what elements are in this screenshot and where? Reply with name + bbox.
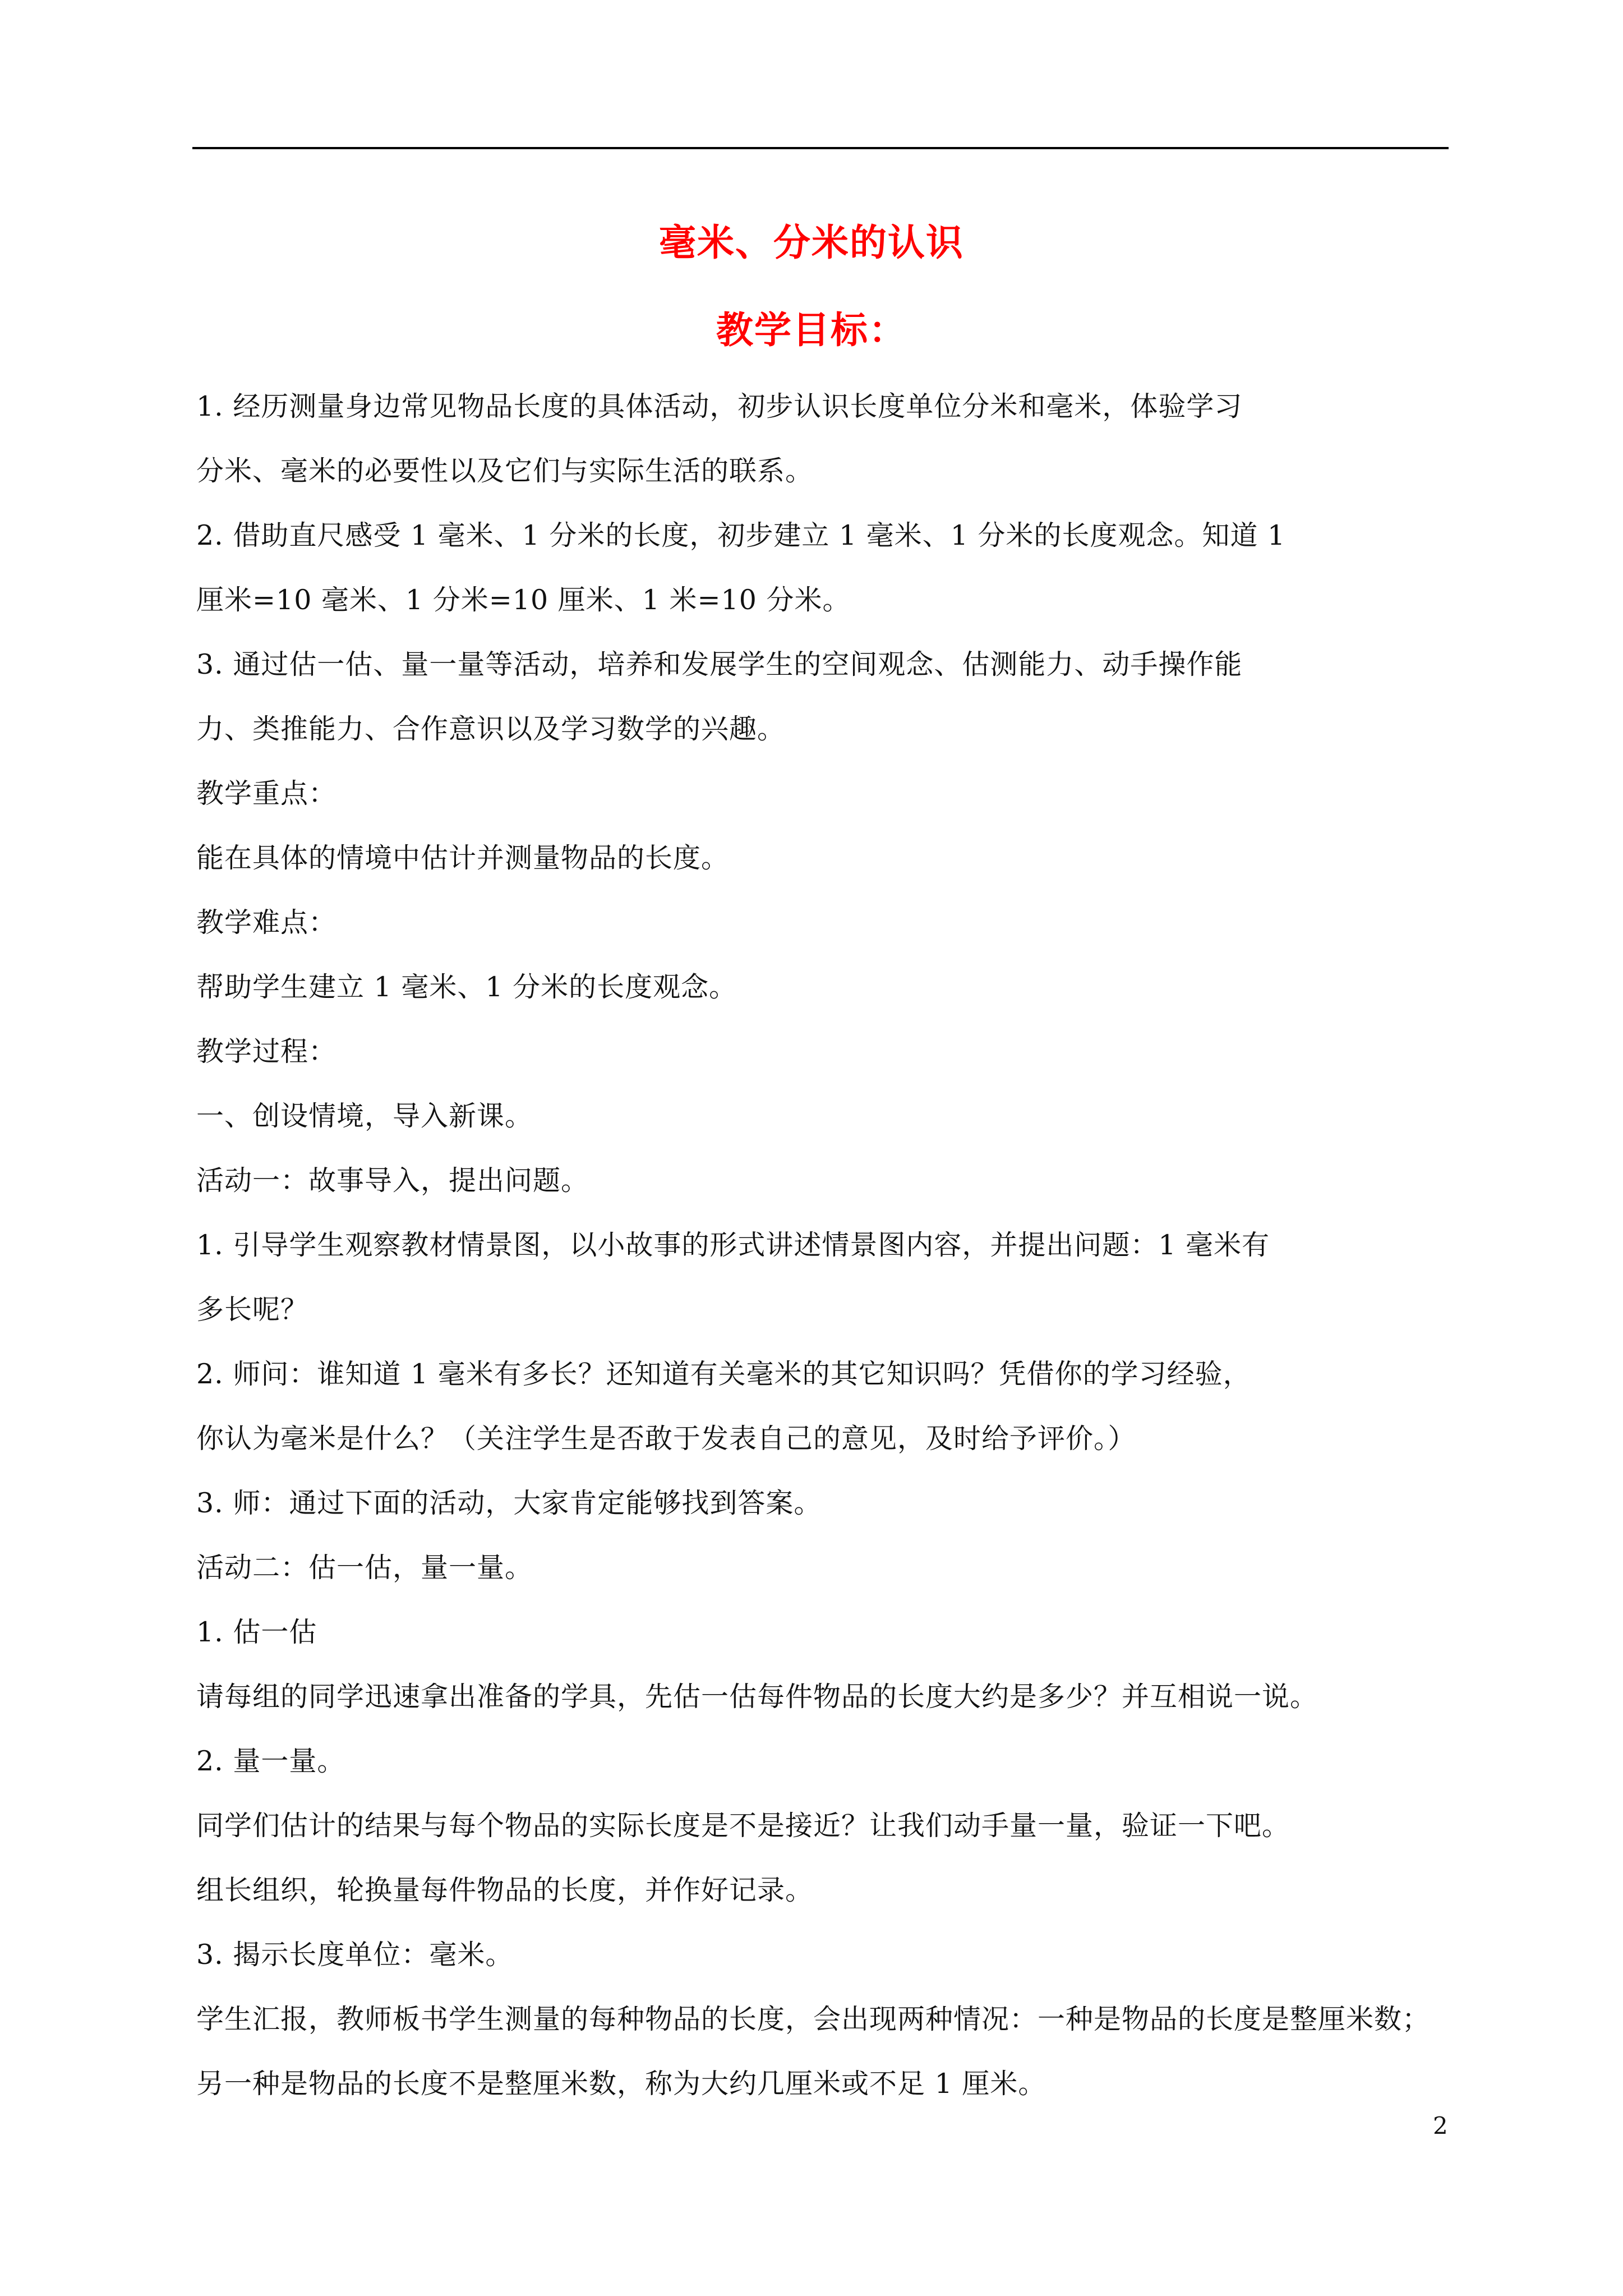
body-line: 多长呢？ — [196, 1294, 309, 1326]
body-line: 活动二：估一估，量一量。 — [196, 1552, 533, 1584]
body-line: 一、创设情境，导入新课。 — [196, 1100, 533, 1132]
body-line: 2. 量一量。 — [196, 1745, 345, 1777]
body-line: 2. 师问：谁知道 1 毫米有多长？还知道有关毫米的其它知识吗？凭借你的学习经验， — [196, 1358, 1251, 1390]
body-line: 3. 师：通过下面的活动，大家肯定能够找到答案。 — [196, 1487, 822, 1519]
body-line: 1. 经历测量身边常见物品长度的具体活动，初步认识长度单位分米和毫米，体验学习 — [196, 390, 1243, 422]
body-line: 教学难点： — [196, 907, 337, 938]
header-rule — [192, 147, 1449, 149]
body-line: 另一种是物品的长度不是整厘米数，称为大约几厘米或不足 1 厘米。 — [196, 2068, 1046, 2100]
body-line: 力、类推能力、合作意识以及学习数学的兴趣。 — [196, 713, 786, 745]
body-line: 分米、毫米的必要性以及它们与实际生活的联系。 — [196, 455, 814, 487]
page-number: 2 — [1433, 2112, 1448, 2139]
section-heading-teaching-goals: 教学目标： — [716, 308, 907, 352]
body-line: 3. 揭示长度单位：毫米。 — [196, 1939, 514, 1971]
body-line: 2. 借助直尺感受 1 毫米、1 分米的长度，初步建立 1 毫米、1 分米的长度观念。知道 1 — [196, 519, 1286, 551]
body-line: 你认为毫米是什么？（关注学生是否敢于发表自己的意见，及时给予评价。） — [196, 1423, 1136, 1455]
body-line: 帮助学生建立 1 毫米、1 分米的长度观念。 — [196, 971, 737, 1003]
body-line: 厘米=10 毫米、1 分米=10 厘米、1 米=10 分米。 — [196, 584, 851, 616]
body-line: 活动一：故事导入，提出问题。 — [196, 1165, 589, 1197]
body-line: 请每组的同学迅速拿出准备的学具，先估一估每件物品的长度大约是多少？并互相说一说。 — [196, 1681, 1318, 1713]
body-line: 1. 估一估 — [196, 1616, 317, 1648]
body-line: 教学过程： — [196, 1036, 337, 1068]
body-line: 教学重点： — [196, 777, 337, 809]
body-line: 能在具体的情境中估计并测量物品的长度。 — [196, 842, 730, 874]
body-line: 3. 通过估一估、量一量等活动，培养和发展学生的空间观念、估测能力、动手操作能 — [196, 648, 1243, 680]
body-line: 同学们估计的结果与每个物品的实际长度是不是接近？让我们动手量一量，验证一下吧。 — [196, 1810, 1290, 1842]
document-title: 毫米、分米的认识 — [659, 220, 964, 264]
body-line: 组长组织，轮换量每件物品的长度，并作好记录。 — [196, 1874, 814, 1906]
body-line: 1. 引导学生观察教材情景图，以小故事的形式讲述情景图内容，并提出问题：1 毫米有 — [196, 1229, 1270, 1261]
body-line: 学生汇报，教师板书学生测量的每种物品的长度，会出现两种情况：一种是物品的长度是整厘米数； — [196, 2003, 1431, 2035]
